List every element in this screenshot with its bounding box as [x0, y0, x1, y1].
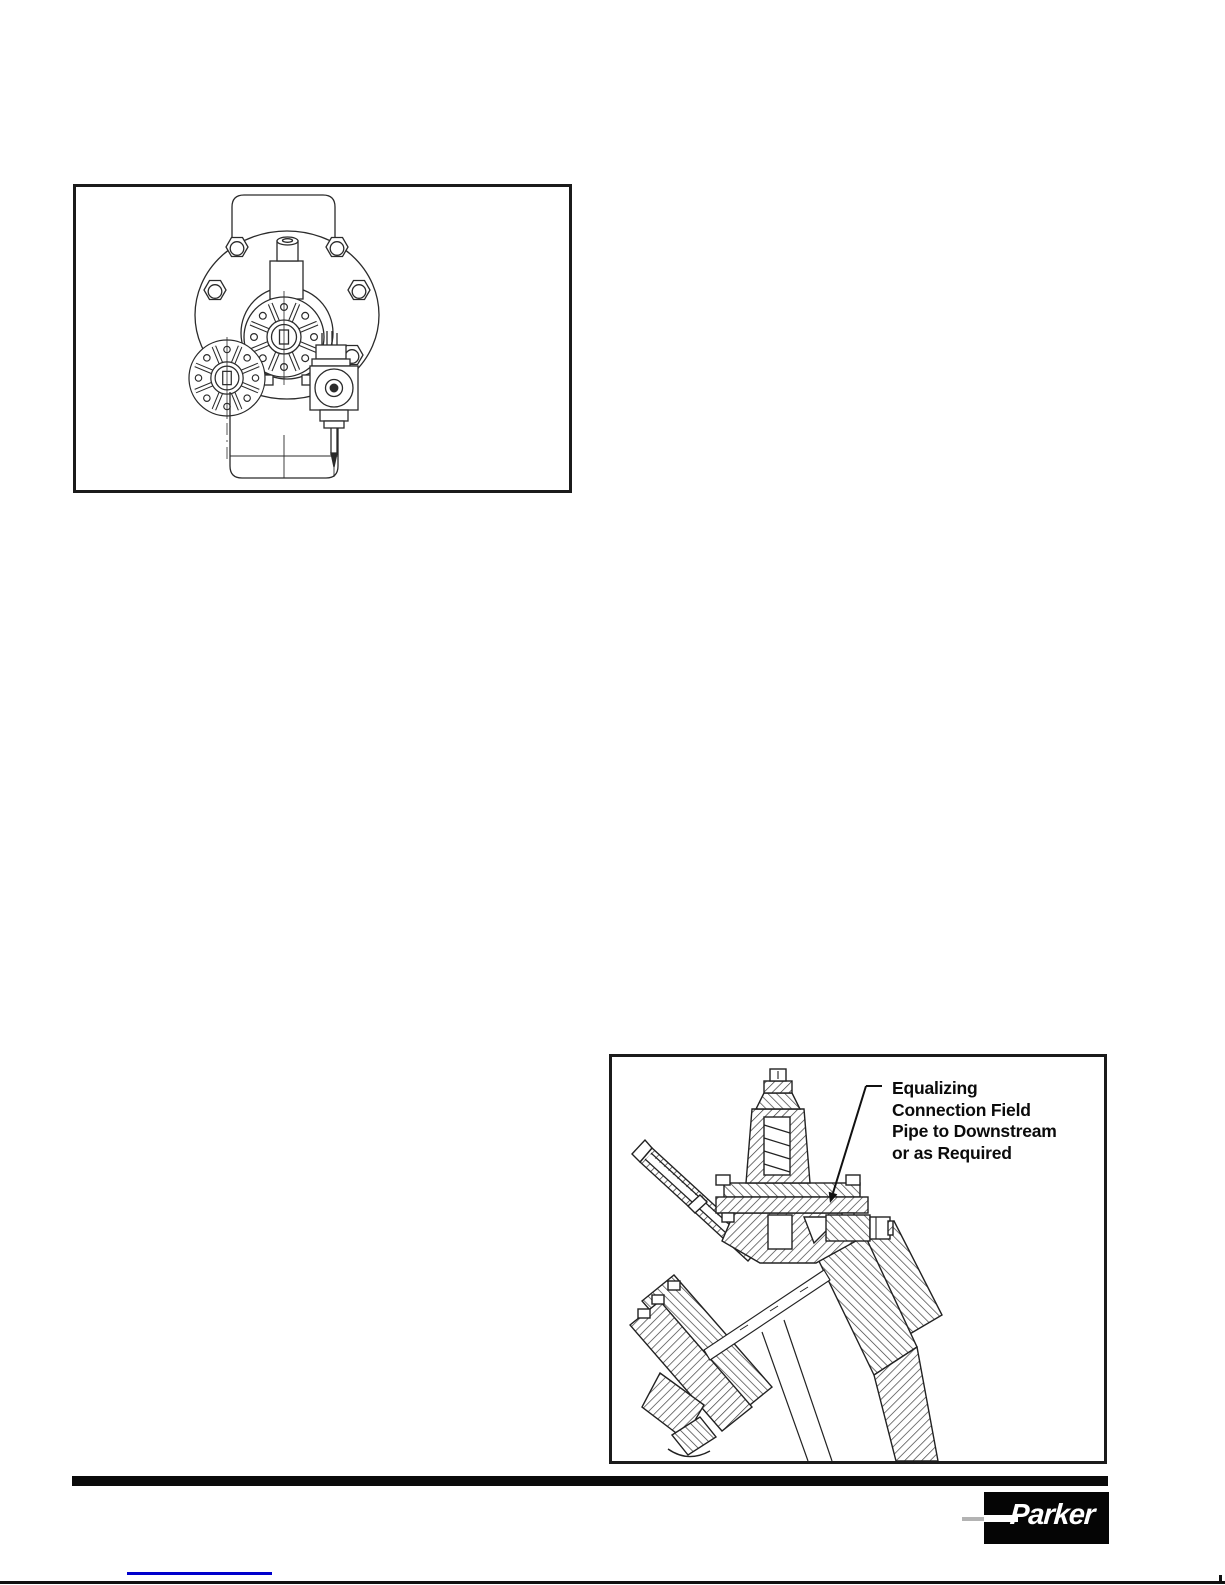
- page-bottom-rule: [0, 1581, 1225, 1584]
- footer-hyperlink-underline[interactable]: [127, 1572, 272, 1575]
- parker-logo-stub-line: [962, 1517, 984, 1521]
- figure-box-regulator-front: [73, 184, 572, 493]
- equalizing-connection-callout: [892, 1078, 1102, 1164]
- footer-divider-bar: [72, 1476, 1108, 1486]
- valve-body-outline: [189, 195, 379, 478]
- callout-line: Pipe to Downstream: [892, 1121, 1057, 1141]
- callout-line: Connection Field: [892, 1099, 1031, 1120]
- parker-logo: [984, 1492, 1109, 1544]
- page-bottom-rule-tick: [1219, 1575, 1222, 1582]
- figure-box-regulator-cross-section: [609, 1054, 1107, 1464]
- callout-line: Equalizing: [892, 1078, 978, 1098]
- parker-logo-text: Parker: [1008, 1499, 1096, 1531]
- regulator-front-view-drawing: [76, 187, 569, 490]
- callout-line: or as Required: [892, 1142, 1012, 1163]
